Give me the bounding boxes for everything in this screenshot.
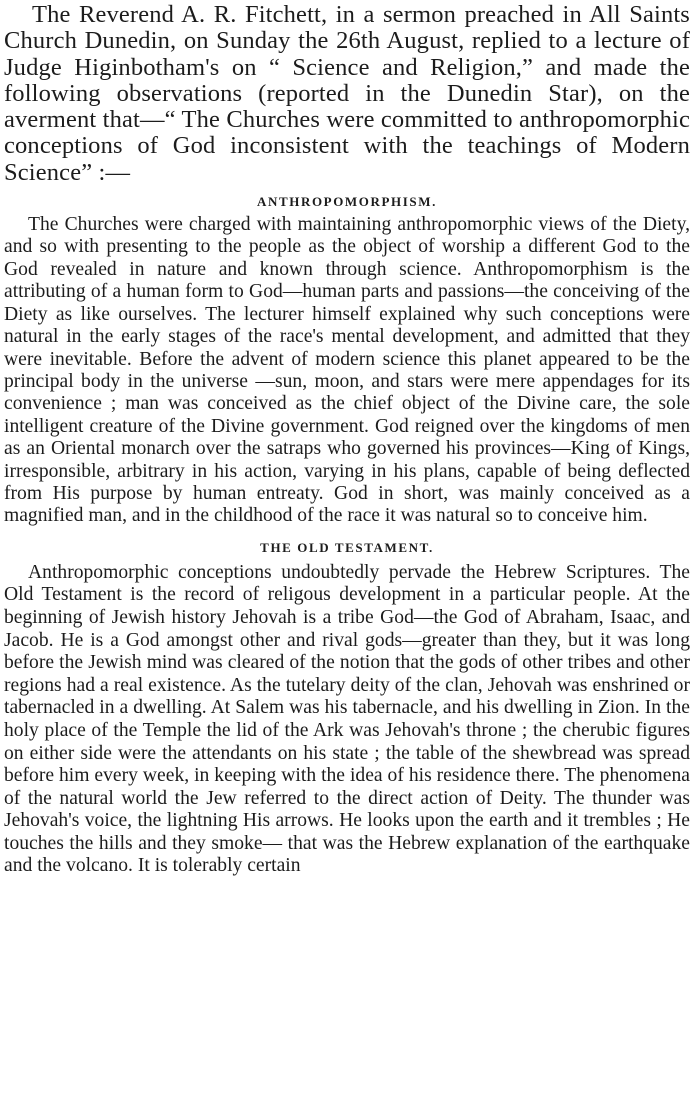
article (4, 2, 690, 878)
intro-paragraph: The Reverend A. R. Fitchett, in a sermon preached in All Saints Church Dunedin, on Sunday the 26th August, replied to a lecture of Judge Higinbotham's on “ Science and Religion,” and made the following observations (reported in the Dunedin Star), on the averment that—“ The Churches were committed to anthropomorphic conceptions of God inconsistent with the teachings of Modern Science” :— (4, 1, 690, 186)
section-old-testament (4, 540, 690, 878)
section-anthropomorphism (4, 194, 690, 528)
section-heading-old-testament: THE OLD TESTAMENT. (260, 539, 434, 555)
section-heading-anthropomorphism: ANTHROPOMORPHISM. (257, 194, 437, 210)
section-body-old-testament: Anthropomorphic conceptions undoubtedly pervade the Hebrew Scriptures. The Old Testament is the record of religous development in a particular people. At the beginning of Jewish history Jehovah is a tribe God—the God of Abraham, Isaac, and Jacob. He is a God amongst other and rival gods—greater than they, but it was long before the Jewish mind was cleared of the notion that the gods of other tribes and other regions had a real existence. As the tutelary deity of the clan, Jehovah was enshrined or tabernacled in a dwelling. At Salem was his tabernacle, and his dwelling in Zion. In the holy place of the Temple the lid of the Ark was Jehovah's throne ; the cherubic figures on either side were the attendants on his state ; the table of the shewbread was spread before him every week, in keeping with the idea of his residence there. The phenomena of the natural world the Jew referred to the direct action of Deity. The thunder was Jehovah's voice, the lightning His arrows. He looks upon the earth and it trembles ; He touches the hills and they smoke— that was the Hebrew explanation of the earthquake and the volcano. It is tolerably certain (4, 561, 690, 877)
section-body-anthropomorphism: The Churches were charged with maintaining anthropomorphic views of the Diety, and so with presenting to the people as the object of worship a different God to the God revealed in nature and known through science. Anthropomorphism is the attributing of a human form to God—human parts and passions—the conceiving of the Diety as like ourselves. The lecturer himself explained why such conceptions were natural in the early stages of the race's mental development, and admitted that they were inevitable. Before the advent of modern science this planet appeared to be the principal body in the universe —sun, moon, and stars were mere appendages for its convenience ; man was conceived as the chief object of the Divine care, the sole intelligent creature of the Divine government. God reigned over the kingdoms of men as an Oriental monarch over the satraps who governed his provinces—King of Kings, irresponsible, arbitrary in his action, varying in his plans, capable of being deflected from His purpose by human entreaty. God in short, was mainly conceived as a magnified man, and in the childhood of the race it was natural so to conceive him. (4, 214, 690, 527)
